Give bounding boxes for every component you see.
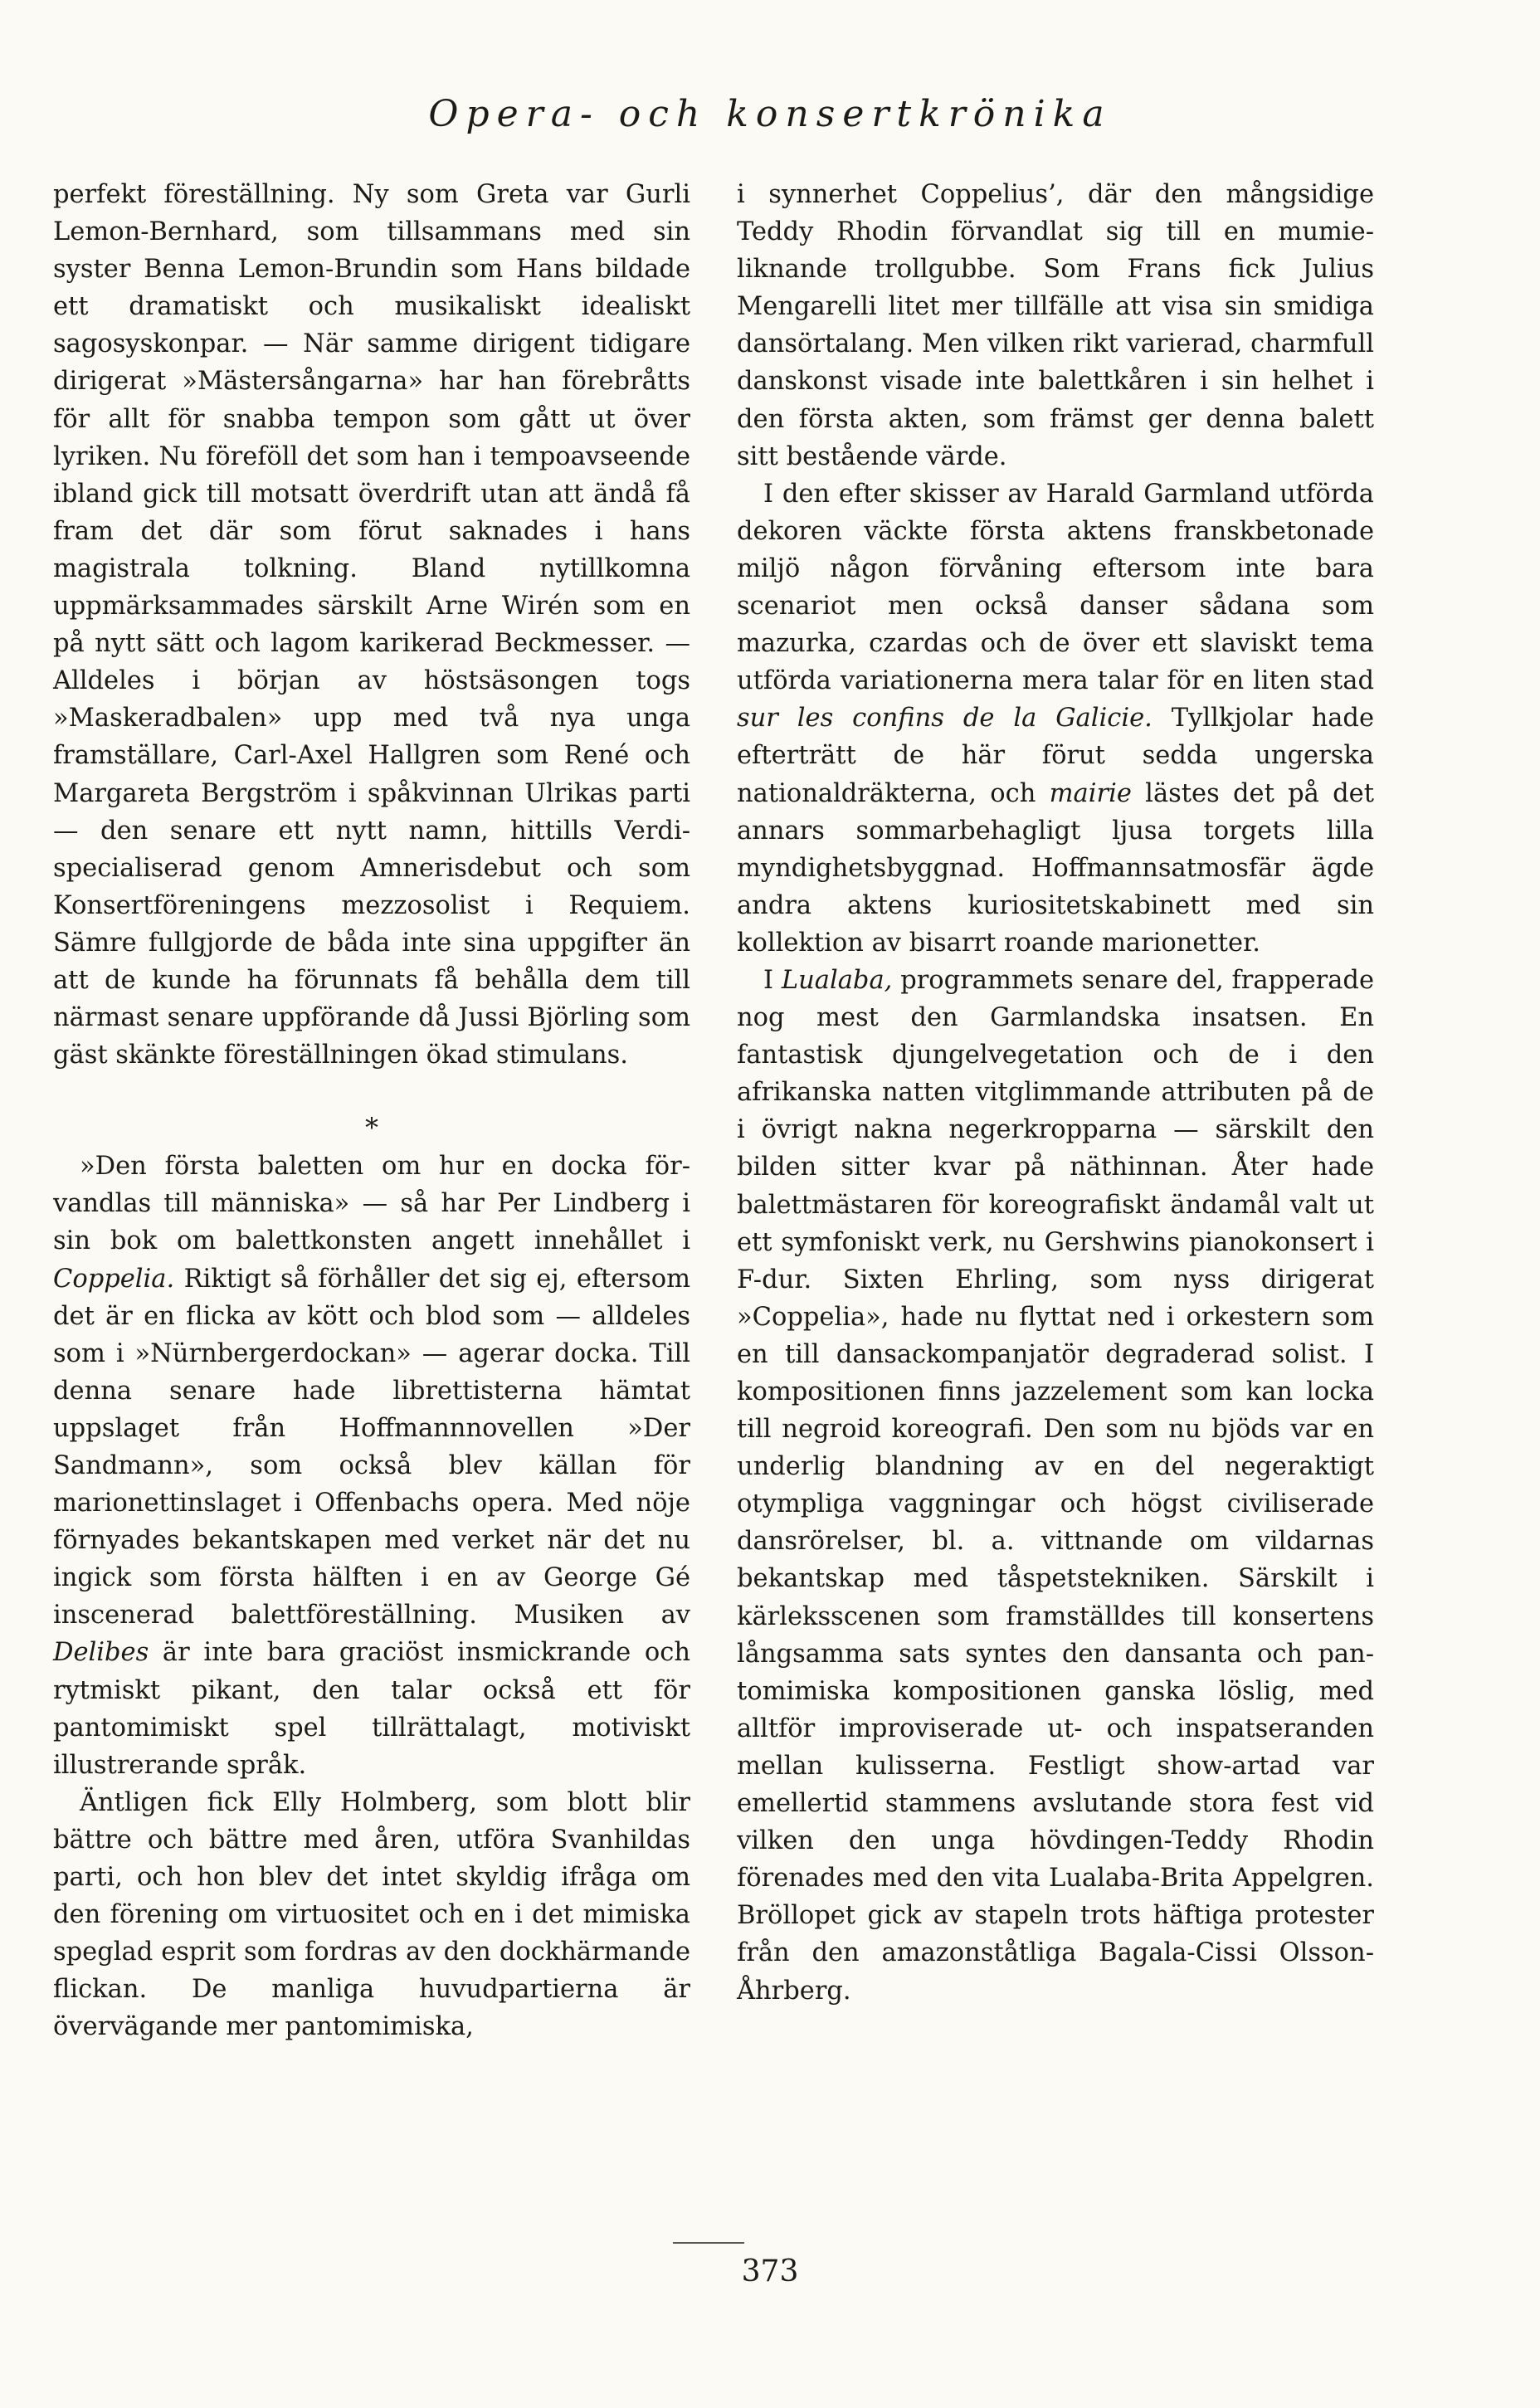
italic-title: Coppelia.: [53, 1264, 175, 1294]
paragraph: [737, 962, 1374, 2010]
text-run: Tyllkjolar hade efterträtt de här förut sedda ungerska nationaldräkterna, och: [737, 704, 1374, 808]
running-head: Opera- och konsertkrönika: [428, 93, 1112, 135]
paragraph: [737, 475, 1374, 962]
text-run: I: [763, 965, 782, 995]
paragraph: i synnerhet Coppelius’, där den mångsidige Teddy Rhodin förvandlat sig till en mumieliknande trollgubbe. Som Frans fick Julius Mengarelli litet mer tillfälle att visa sin smidiga dansörtalang. Men vilken rikt varierad, charmfull danskonst visade inte balettkåren i sin helhet i den första akten, som främst ger denna balett sitt bestående värde.: [737, 180, 1374, 471]
paragraph: perfekt föreställning. Ny som Greta var Gurli Lemon-Bernhard, som tillsammans med sin syster Benna Lemon-Brundin som Hans bildade ett dramatiskt och musikaliskt idealiskt sagosyskonpar. — När samme dirigent tidigare dirigerat »Mästersångarna» har han förebråtts för allt för snabba tempon som gått ut över lyriken. Nu föreföll det som han i tempoavseende ibland gick till motsatt överdrift utan att ändå få fram det där som förut saknades i hans magistrala tolkning. Bland nytillkomna uppmärksammades särskilt Arne Wirén som en på nytt sätt och lagom karikerad Beckmesser. — Alldeles i början av höstsäsongen togs »Maskeradbalen» upp med två nya unga framställare, Carl-Axel Hallgren som René och Margareta Bergström i spåkvinnan Ulrikas parti — den senare ett nytt namn, hittills Verdi-specialiserad genom Amnerisdebut och som Konsertföreningens mezzosolist i Requiem. Sämre fullgjorde de båda inte sina uppgifter än att de kunde ha förunnats få behålla dem till närmast senare uppförande då Jussi Björling som gäst skänkte föreställningen ökad stimulans.: [53, 180, 690, 1070]
text-run: I den efter skisser av Harald Garmland utförda dekoren väckte första aktens franskbetonade miljö någon förvåning eftersom inte bara scenariot men också danser sådana som mazurka, czardas och de över ett slaviskt tema utförda variationerna mera talar för en liten stad: [737, 479, 1374, 696]
page-number: 373: [741, 2254, 799, 2289]
text-run: Riktigt så förhåller det sig ej, eftersom det är en flicka av kött och blod som — alldeles som i »Nürnbergerdockan» — agerar docka. Till denna senare hade librettisterna hämtat uppslaget från Hoffmannnovellen »Der Sandmann», som också blev källan för marionettinslaget i Offenbachs opera. Med nöje förnyades bekantskapen med verket när det nu ingick som första hälften i en av George Gé inscenerad balettföreställning. Musiken av: [53, 1264, 690, 1631]
paragraph: Äntligen fick Elly Holmberg, som blott blir bättre och bättre med åren, utföra Svanhildas parti, och hon blev det intet skyldig ifråga om den förening om virtuositet och en i det mimiska speglad esprit som fordras av den dockhärmande flickan. De manliga huvudpartierna är övervägande mer pantomimiska,: [53, 1787, 690, 2042]
italic-phrase: sur les confins de la Galicie.: [737, 704, 1153, 734]
section-break-asterisk: *: [365, 1112, 378, 1143]
right-column: [737, 176, 1374, 2010]
paragraph: [53, 1148, 690, 1784]
text-run: lästes det på det annars sommarbehagligt ljusa torgets lilla myndighetsbyggnad. Hoffmannsatmosfär ägde andra aktens kuriositetskabinett med sin kollektion av bisarrt roande marionetter.: [737, 778, 1374, 958]
text-run: programmets senare del, frapperade nog mest den Garmlandska insatsen. En fantastisk djungelvegetation och de i den afrikanska natten vitglimmande attributen på de i övrigt nakna negerkropparna — särskilt den bilden sitter kvar på näthinnan. Åter hade balettmästaren för koreografiskt ändamål valt ut ett symfoniskt verk, nu Gershwins pianokonsert i F-dur. Sixten Ehrling, som nyss dirigerat »Coppelia», hade nu flyttat ned i orkestern som en till dansackompanjatör degraderad solist. I kompositionen finns jazzelement som kan locka till negroid koreografi. Den som nu bjöds var en underlig blandning av en del negeraktigt otympliga vaggningar och högst civiliserade dansrörelser, bl. a. vittnande om vildarnas bekantskap med tåspetstekniken. Särskilt i kärleksscenen som framställdes till konsertens långsamma sats syntes den dansanta och pantomimiska kompositionen ganska löslig, med alltför improviserade ut- och inspatseranden mellan kulisserna. Festligt show-artad var emellertid stammens avslutande stora fest vid vilken den unga hövdingen-Teddy Rhodin förenades med den vita Lualaba-Brita Appelgren. Bröllopet gick av stapeln trots häftiga protester från den amazonståtliga Bagala-Cissi Olsson-Åhrberg.: [737, 965, 1374, 2006]
folio-rule: [673, 2242, 744, 2244]
italic-title: Lualaba,: [781, 965, 893, 995]
italic-name: Delibes: [53, 1638, 149, 1668]
italic-word: mairie: [1049, 778, 1132, 808]
text-run: är inte bara graciöst insmickrande och rytmiskt pikant, den talar också ett för pantomimiskt spel tillrättalagt, motiviskt illustrerande språk.: [53, 1638, 690, 1780]
text-run: »Den första baletten om hur en docka förvandlas till människa» — så har Per Lindberg i sin bok om balettkonsten angett innehållet i: [53, 1152, 690, 1256]
